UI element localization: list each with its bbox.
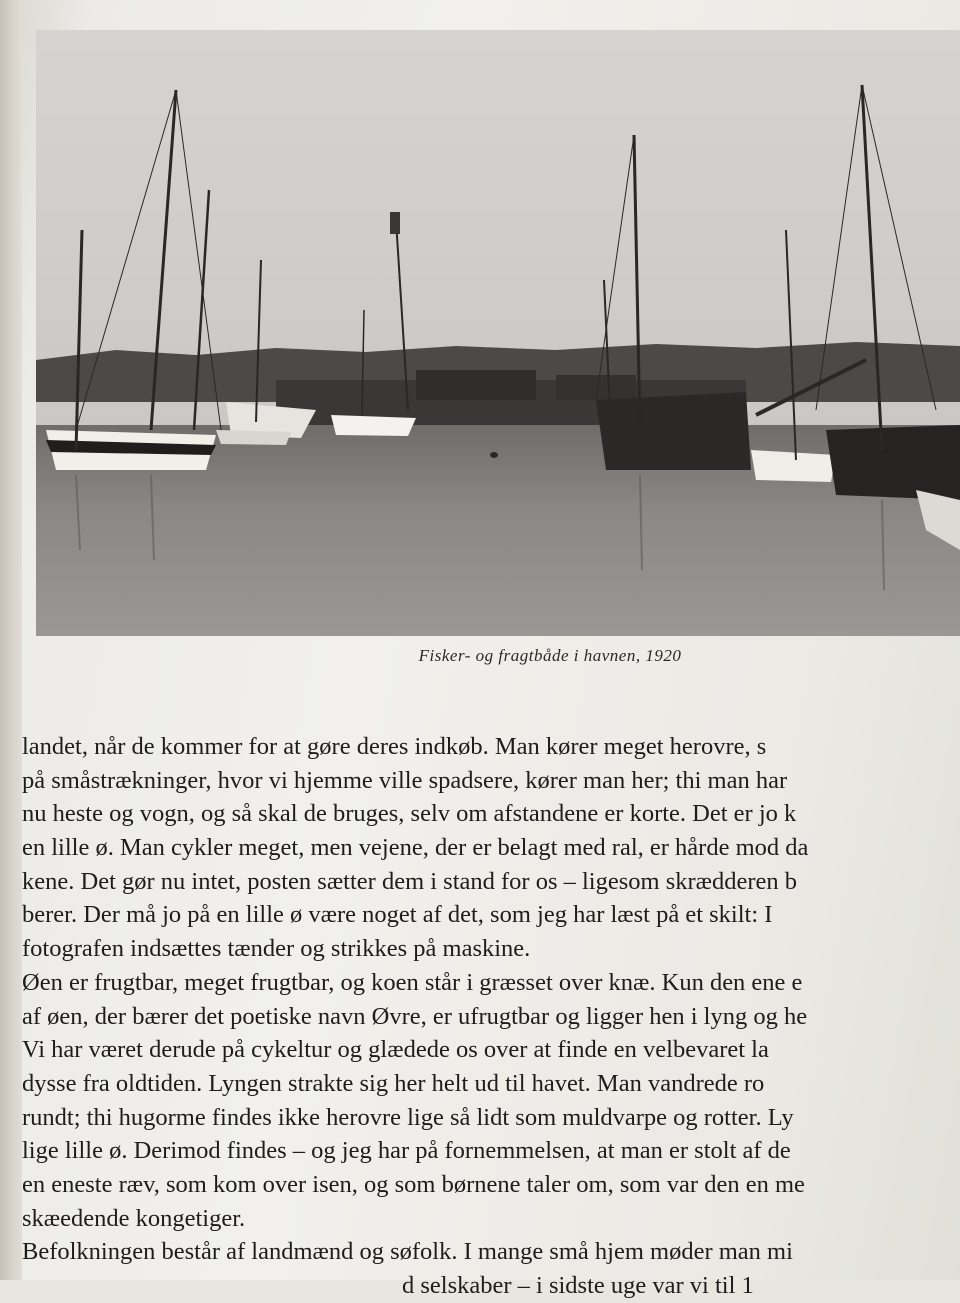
- text-line: landet, når de kommer for at gøre deres indkøb. Man kører meget herovre, s: [22, 733, 767, 760]
- body-text: [22, 730, 960, 1303]
- text-line: Vi har været derude på cykeltur og glædede os over at finde en velbevaret la: [22, 1036, 769, 1064]
- text-line: lige lille ø. Derimod findes – og jeg har på fornemmelsen, at man er stolt af de: [22, 1137, 791, 1165]
- text-line: dysse fra oldtiden. Lyngen strakte sig her helt ud til havet. Man vandrede ro: [22, 1069, 765, 1097]
- text-line: af øen, der bærer det poetiske navn Øvre, er ufrugtbar og ligger hen i lyng og he: [22, 1002, 808, 1030]
- text-line: Befolkningen består af landmænd og søfolk. I mange små hjem møder man mi: [22, 1238, 793, 1266]
- text-line: rundt; thi hugorme findes ikke herovre lige så lidt som muldvarpe og rotter. Ly: [22, 1103, 794, 1131]
- book-spine: [0, 0, 22, 1280]
- text-line: en lille ø. Man cykler meget, men vejene, der er belagt med ral, er hårde mod da: [22, 834, 809, 862]
- text-line: fotografen indsættes tænder og strikkes på maskine.: [22, 935, 531, 963]
- text-line: berer. Der må jo på en lille ø være noget af det, som jeg har læst på et skilt: I: [22, 901, 773, 929]
- text-line: en eneste ræv, som kom over isen, og som børnene taler om, som var den en me: [22, 1170, 805, 1198]
- text-line: skæedende kongetiger.: [22, 1204, 246, 1232]
- photo-caption: Fisker- og fragtbåde i havnen, 1920: [418, 646, 682, 665]
- text-line: kene. Det gør nu intet, posten sætter dem i stand for os – ligesom skrædderen b: [22, 867, 798, 895]
- text-line: Øen er frugtbar, meget frugtbar, og koen står i græsset over knæ. Kun den ene e: [22, 968, 803, 996]
- harbor-photo: [36, 30, 960, 636]
- text-line: d selskaber – i sidste uge var vi til 1: [402, 1272, 754, 1299]
- text-line: nu heste og vogn, og så skal de bruges, selv om afstandene er korte. Det er jo k: [22, 800, 797, 828]
- text-line: på småstrækninger, hvor vi hjemme ville spadsere, kører man her; thi man har: [22, 766, 788, 794]
